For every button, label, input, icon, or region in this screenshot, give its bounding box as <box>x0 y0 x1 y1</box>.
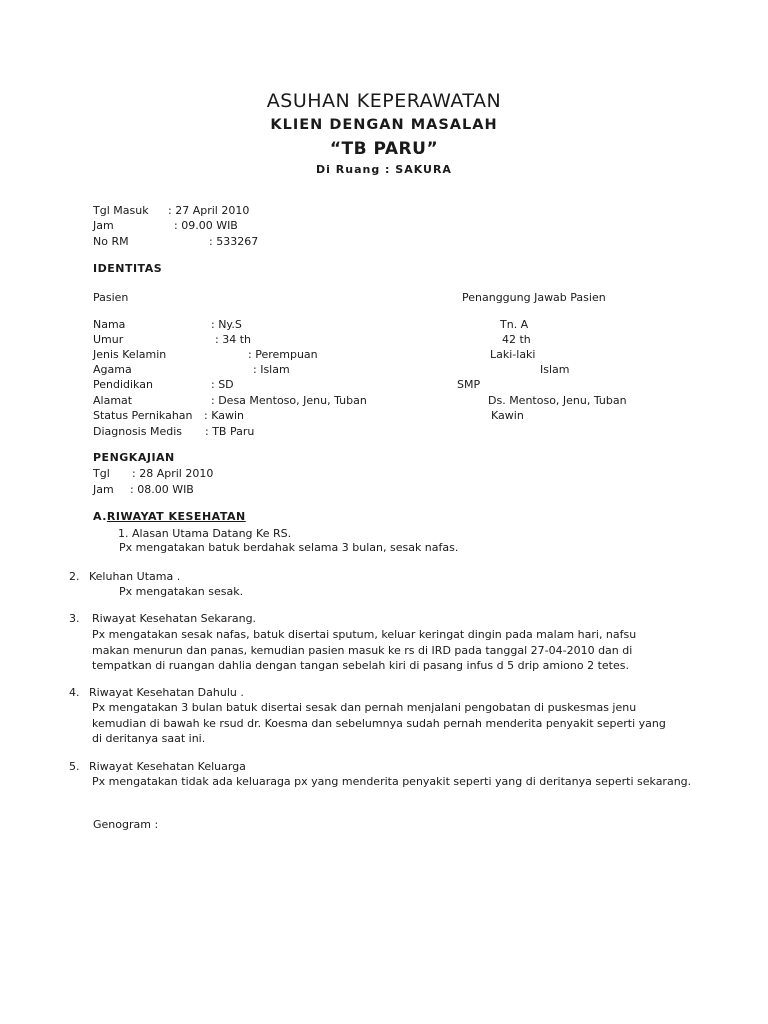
patient-value: : 34 th <box>215 333 251 346</box>
identitas-heading: IDENTITAS <box>93 262 163 275</box>
pengkajian-jam-value: : 08.00 WIB <box>130 483 194 496</box>
guardian-value: Tn. A <box>500 318 529 331</box>
patient-value: : Perempuan <box>248 348 318 361</box>
identity-label: Alamat <box>93 394 133 407</box>
document-title: ASUHAN KEPERAWATAN <box>266 90 502 112</box>
patient-value: : Islam <box>253 363 290 376</box>
guardian-value: Laki-laki <box>490 348 536 361</box>
pengkajian-heading: PENGKAJIAN <box>93 451 175 464</box>
jam-masuk-label: Jam <box>93 219 114 232</box>
riwayat-item-text: Px mengatakan sesak nafas, batuk disertai sputum, keluar keringat dingin pada malam hari, nafsu makan menurun dan panas, kemudian pasien masuk ke rs di IRD pada tanggal 27-04-2010 dan di tempatkan di ruangan dahlia dengan tangan sebelah kiri di pasang infus d 5 drip amiono 2 tetes. <box>92 628 637 673</box>
patient-column-header: Pasien <box>93 291 129 304</box>
riwayat-item-text: Px mengatakan sesak. <box>119 585 244 598</box>
pengkajian-jam-label: Jam <box>93 483 114 496</box>
riwayat-item-title: Riwayat Kesehatan Sekarang. <box>92 612 257 625</box>
no-rm-value: : 533267 <box>209 235 259 248</box>
riwayat-item-title: Riwayat Kesehatan Keluarga <box>89 760 246 773</box>
guardian-value: Ds. Mentoso, Jenu, Tuban <box>488 394 627 407</box>
identity-label: Jenis Kelamin <box>93 348 167 361</box>
riwayat-item-title: Riwayat Kesehatan Dahulu . <box>89 686 244 699</box>
identity-label: Nama <box>93 318 126 331</box>
riwayat-item-title: Alasan Utama Datang Ke RS. <box>132 527 292 540</box>
guardian-column-header: Penanggung Jawab Pasien <box>462 291 606 304</box>
riwayat-heading <box>93 510 246 523</box>
riwayat-item-number: 5. <box>69 760 80 773</box>
identity-label: Umur <box>93 333 124 346</box>
pengkajian-tgl-label: Tgl <box>93 467 110 480</box>
guardian-value: Kawin <box>491 409 524 422</box>
identity-label: Diagnosis Medis <box>93 425 182 438</box>
identity-label: Status Pernikahan <box>93 409 193 422</box>
riwayat-item-number: 2. <box>69 570 80 583</box>
room-label: Di Ruang : SAKURA <box>316 163 452 176</box>
guardian-value: SMP <box>457 378 481 391</box>
pengkajian-tgl-value: : 28 April 2010 <box>132 467 214 480</box>
identity-label: Pendidikan <box>93 378 153 391</box>
riwayat-item-title: Keluhan Utama . <box>89 570 181 583</box>
patient-value: : SD <box>211 378 234 391</box>
patient-value: : Kawin <box>204 409 244 422</box>
riwayat-item-text: Px mengatakan tidak ada keluaraga px yang menderita penyakit seperti yang di deritanya seperti sekarang. <box>92 775 692 788</box>
riwayat-heading-prefix: A. <box>93 510 107 523</box>
riwayat-item-text: Px mengatakan batuk berdahak selama 3 bulan, sesak nafas. <box>119 541 459 554</box>
riwayat-item-number: 3. <box>69 612 80 625</box>
document-subtitle: KLIEN DENGAN MASALAH <box>270 117 498 133</box>
genogram-label: Genogram : <box>93 818 159 831</box>
patient-value: : Desa Mentoso, Jenu, Tuban <box>211 394 367 407</box>
riwayat-item-number: 1. <box>118 527 129 540</box>
riwayat-item-text: Px mengatakan 3 bulan batuk disertai sesak dan pernah menjalani pengobatan di puskesmas jenu kemudian di bawah ke rsud dr. Koesma dan sebelumnya sudah pernah menderita penyakit seperti yang di deritanya saat ini. <box>92 701 666 746</box>
identity-label: Agama <box>93 363 132 376</box>
patient-value: : Ny.S <box>211 318 242 331</box>
patient-value: : TB Paru <box>205 425 255 438</box>
diagnosis-title: “TB PARU” <box>329 139 439 159</box>
guardian-value: Islam <box>540 363 570 376</box>
no-rm-label: No RM <box>93 235 129 248</box>
tgl-masuk-value: : 27 April 2010 <box>168 204 250 217</box>
riwayat-item-number: 4. <box>69 686 80 699</box>
riwayat-heading-text: RIWAYAT KESEHATAN <box>106 510 246 523</box>
guardian-value: 42 th <box>502 333 531 346</box>
tgl-masuk-label: Tgl Masuk <box>93 204 149 217</box>
jam-masuk-value: : 09.00 WIB <box>174 219 238 232</box>
